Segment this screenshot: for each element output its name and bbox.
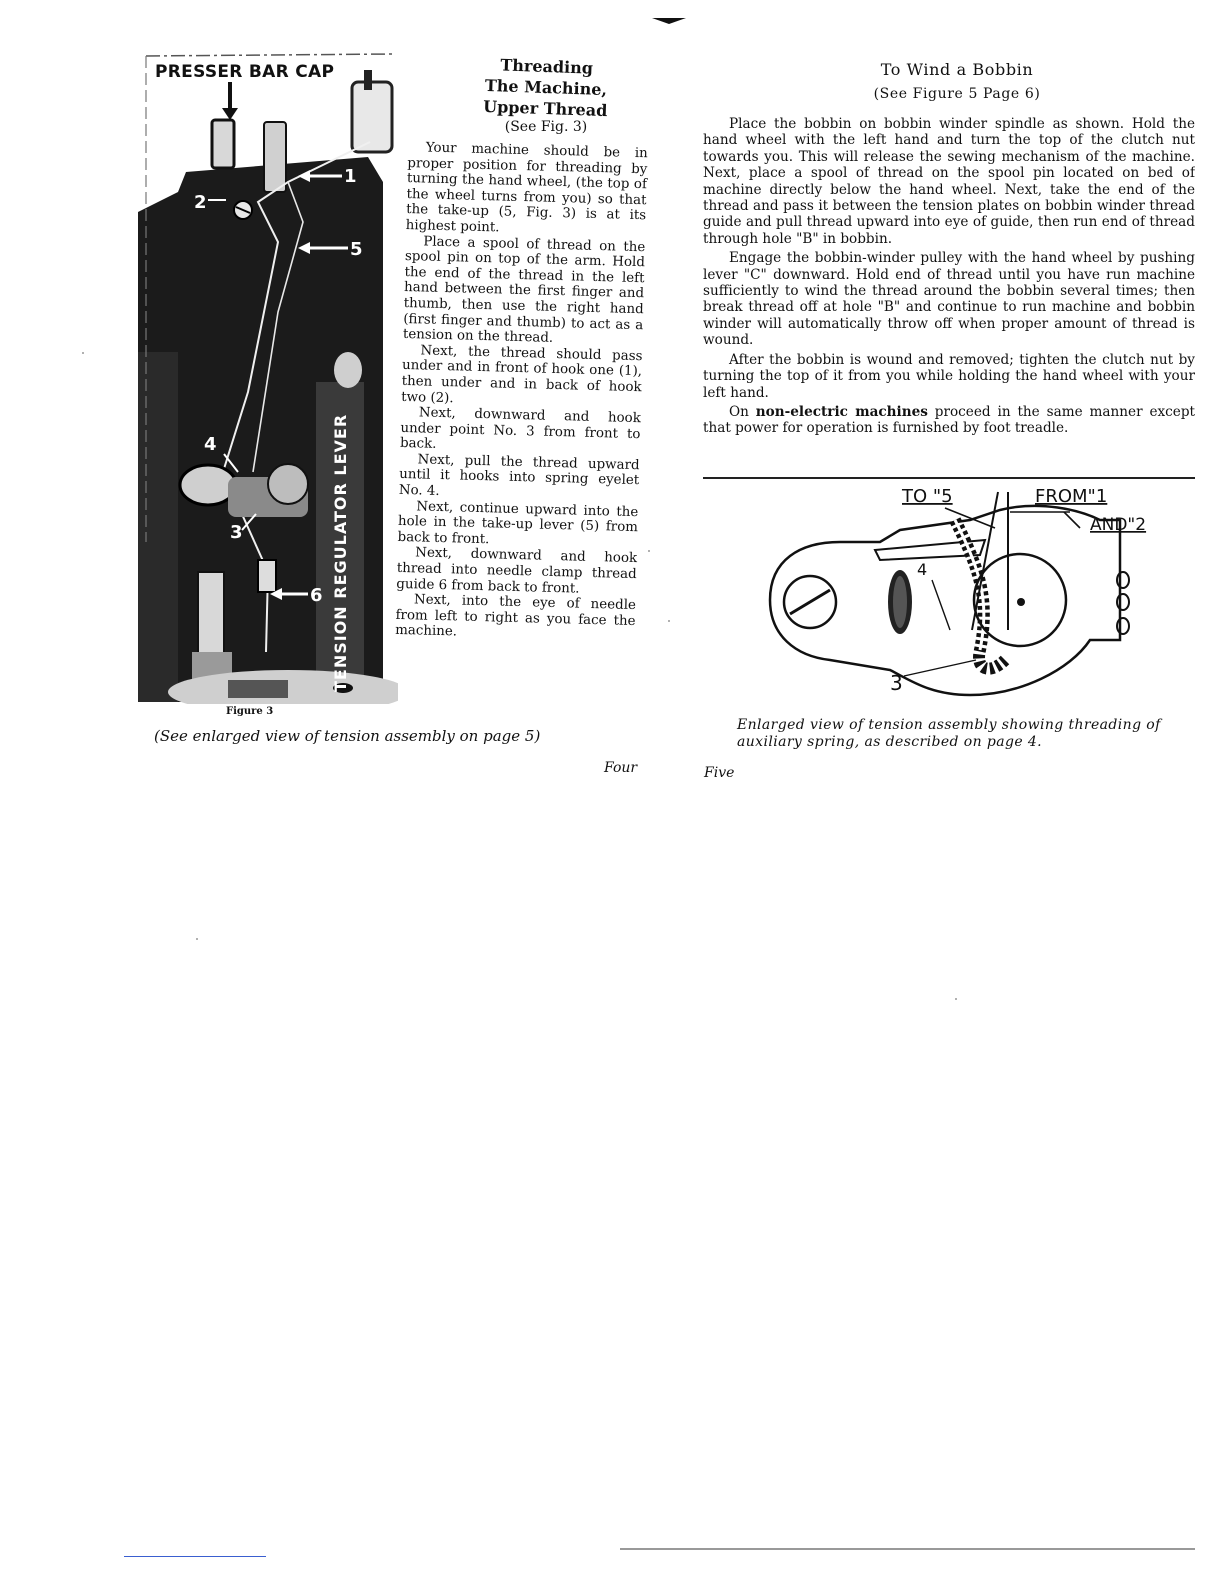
figure-5-label-from-1: FROM"1: [1035, 486, 1108, 507]
bobbin-p4-prefix: On: [729, 403, 749, 420]
bottom-gray-rule: [620, 1548, 1195, 1550]
presser-bar-cap-callout: PRESSER BAR CAP: [155, 62, 335, 82]
figure-5-label-4: 4: [917, 560, 928, 579]
bobbin-instructions: [703, 116, 1195, 440]
threading-title-line-2: The Machine,: [484, 75, 608, 100]
page-top-mark: [652, 14, 686, 26]
scan-speck: [196, 938, 198, 940]
scan-speck: [668, 620, 670, 622]
figure-3-label-6: 6: [310, 585, 323, 606]
threading-paragraph: Place a spool of thread on the spool pin on top of the arm. Hold the end of the thread in the left hand between the first finger and thumb, then use the right hand (first finger and thumb) to act as a tension on the thread.: [402, 234, 646, 346]
threading-title-line-3: Upper Thread: [482, 96, 608, 121]
page-number-four: Four: [604, 760, 638, 776]
figure-3-label-4: 4: [204, 434, 217, 455]
bobbin-p4-suffix: proceed in the same manner except that power for operation is furnished by foot treadle.: [703, 403, 1195, 437]
scan-speck: [955, 998, 957, 1000]
threading-paragraph: Your machine should be in proper position for threading by turning the hand wheel, (the top of the wheel turns from you) so that the take-up (5, Fig. 3) is at its highest point.: [405, 140, 648, 236]
threading-paragraph: Next, pull the thread upward until it hooks into spring eyelet No. 4.: [398, 452, 640, 500]
figure-3-label-2: 2: [194, 192, 207, 213]
bobbin-paragraph-1: Place the bobbin on bobbin winder spindle as shown. Hold the hand wheel with the left hand and turn the top of the clutch nut towards you. This will release the sewing mechanism of the machine. Next, place a spool of thread on the spool pin located on bed of machine directly below the hand wheel. Next, take the end of the thread and pass it between the tension plates on bobbin winder thread guide and pull thread upward into eye of guide, then run end of thread through hole "B" in bobbin.: [703, 116, 1195, 247]
tension-regulator-lever-label: TENSION REGULATOR LEVER: [331, 413, 350, 692]
bobbin-paragraph-3: After the bobbin is wound and removed; tighten the clutch nut by turning the top of it from you while holding the hand wheel with your left hand.: [703, 351, 1195, 401]
page-number-five: Five: [704, 765, 735, 781]
bobbin-paragraph-4: [703, 404, 1195, 437]
threading-subtitle: (See Fig. 3): [504, 119, 588, 135]
threading-instructions: [395, 140, 648, 645]
threading-paragraph: Next, into the eye of needle from left to right as you face the machine.: [394, 592, 637, 640]
tension-assembly-diagram: [740, 480, 1150, 700]
threading-heading: [455, 53, 637, 122]
figure-5-label-to-5: TO "5: [902, 486, 953, 507]
threading-title-line-1: Threading: [500, 55, 594, 78]
figure-3-label-5: 5: [350, 239, 363, 260]
scan-speck: [82, 352, 84, 354]
bobbin-title: To Wind a Bobbin: [880, 60, 1034, 79]
see-enlarged-note: (See enlarged view of tension assembly on page 5): [154, 727, 541, 745]
figure-3-caption: Figure 3: [226, 706, 274, 717]
figure-5-label-3: 3: [890, 671, 903, 695]
threading-paragraph: Next, downward and hook thread into needle clamp thread guide 6 from back to front.: [396, 545, 638, 597]
figure-5-label-and-2: AND"2: [1090, 515, 1147, 535]
figure-3-label-3: 3: [230, 522, 243, 543]
non-electric-emphasis: non-electric machines: [755, 403, 928, 420]
bottom-blue-rule: [124, 1556, 266, 1557]
threading-paragraph: Next, continue upward into the hole in the take-up lever (5) from back to front.: [397, 499, 639, 548]
figure-3-machine-photo: [138, 52, 398, 704]
figure-5-caption: Enlarged view of tension assembly showing threading of auxiliary spring, as described on page 4.: [737, 717, 1161, 750]
figure-3-label-1: 1: [344, 166, 357, 187]
bobbin-paragraph-2: Engage the bobbin-winder pulley with the hand wheel by pushing lever "C" downward. Hold end of thread until you have run machine sufficiently to wind the thread around the bobbin several times; then break thread off at hole "B" and continue to run machine and bobbin winder will automatically throw off when proper amount of thread is wound.: [703, 250, 1195, 349]
section-divider: [703, 477, 1195, 479]
threading-paragraph: Next, the thread should pass under and in front of hook one (1), then under and in back of hook two (2).: [401, 343, 643, 406]
threading-paragraph: Next, downward and hook under point No. 3 from front to back.: [399, 405, 641, 453]
scan-speck: [648, 550, 650, 552]
bobbin-subtitle: (See Figure 5 Page 6): [873, 86, 1041, 102]
